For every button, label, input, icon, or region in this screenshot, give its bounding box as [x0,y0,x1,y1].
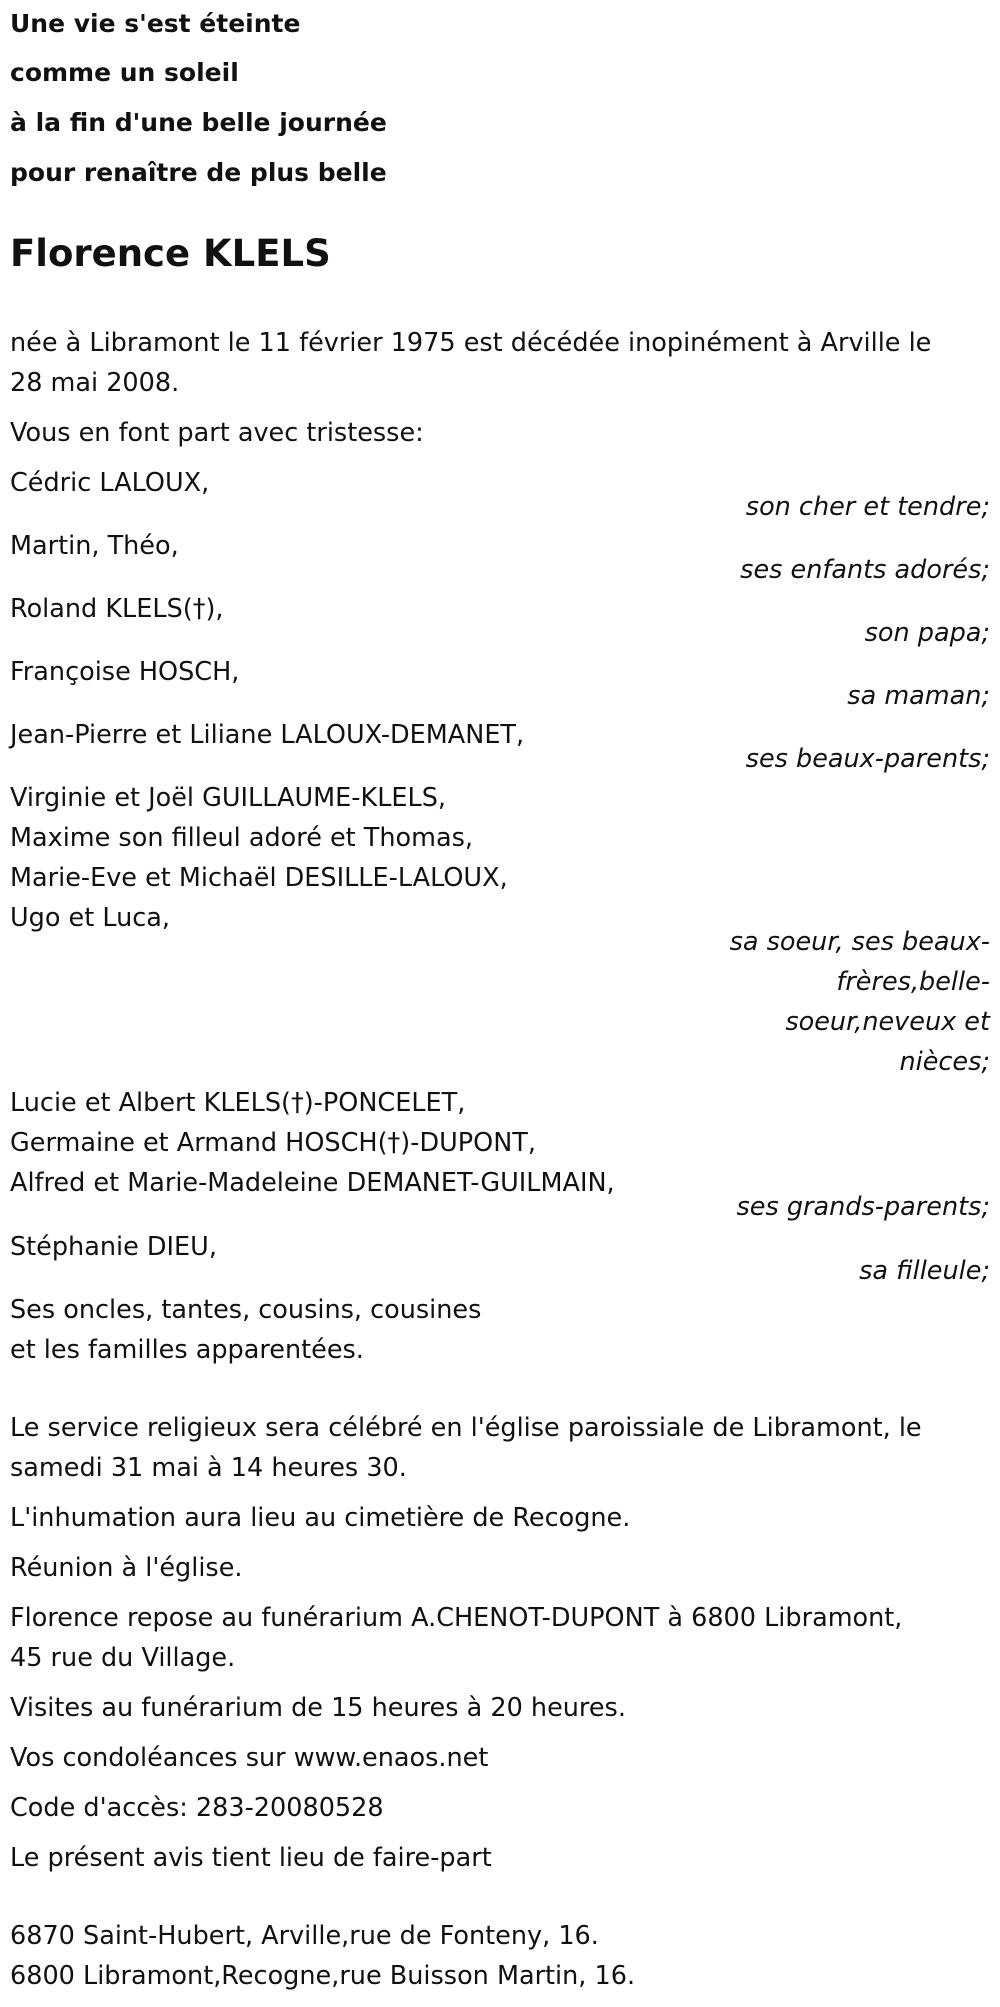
repose-text: Florence repose au funérarium A.CHENOT-DUPONT à 6800 Libramont, [10,1603,903,1633]
family-name: Françoise HOSCH, [10,657,240,687]
service-text-cont: samedi 31 mai à 14 heures 30. [10,1453,407,1483]
birth-death-text: née à Libramont le 11 février 1975 est décédée inopinément à Arville le [10,328,932,358]
family-relation: ses grands-parents; [736,1192,990,1222]
family-name: Virginie et Joël GUILLAUME-KLELS, [10,783,447,813]
family-name: Martin, Théo, [10,531,179,561]
family-name: et les familles apparentées. [10,1335,364,1365]
family-relation: sa filleule; [859,1256,990,1286]
poem-line-2: comme un soleil [10,58,239,87]
meeting-text: Réunion à l'église. [10,1553,243,1583]
birth-death-text-cont: 28 mai 2008. [10,368,180,398]
family-name: Ugo et Luca, [10,903,171,933]
family-name: Roland KLELS(†), [10,594,224,624]
announcement-intro: Vous en font part avec tristesse: [10,418,424,448]
service-text: Le service religieux sera célébré en l'église paroissiale de Libramont, le [10,1413,922,1443]
family-relation: ses enfants adorés; [740,555,990,585]
family-name: Cédric LALOUX, [10,468,210,498]
family-name: Germaine et Armand HOSCH(†)-DUPONT, [10,1128,536,1158]
notice-text: Le présent avis tient lieu de faire-part [10,1843,492,1873]
family-relation: son papa; [864,618,990,648]
visits-text: Visites au funérarium de 15 heures à 20 heures. [10,1693,626,1723]
condolences-text: Vos condoléances sur www.enaos.net [10,1743,489,1773]
poem-line-3: à la fin d'une belle journée [10,108,387,137]
address-line: 6870 Saint-Hubert, Arville,rue de Fonteny, 16. [10,1921,599,1951]
address-line: 6800 Libramont,Recogne,rue Buisson Martin, 16. [10,1961,636,1991]
family-name: Maxime son filleul adoré et Thomas, [10,823,473,853]
poem-line-1: Une vie s'est éteinte [10,9,301,38]
family-name: Ses oncles, tantes, cousins, cousines [10,1295,482,1325]
family-relation: son cher et tendre; [745,492,990,522]
family-relation: frères,belle- [836,967,990,997]
family-name: Jean-Pierre et Liliane LALOUX-DEMANET, [10,720,525,750]
family-name: Lucie et Albert KLELS(†)-PONCELET, [10,1088,466,1118]
poem-line-4: pour renaître de plus belle [10,158,387,187]
deceased-name: Florence KLELS [10,232,331,275]
burial-text: L'inhumation aura lieu au cimetière de Recogne. [10,1503,631,1533]
family-relation: sa soeur, ses beaux- [729,927,990,957]
family-relation: nièces; [899,1047,990,1077]
family-relation: soeur,neveux et [785,1007,990,1037]
family-name: Alfred et Marie-Madeleine DEMANET-GUILMAIN, [10,1168,615,1198]
family-name: Marie-Eve et Michaël DESILLE-LALOUX, [10,863,508,893]
family-name: Stéphanie DIEU, [10,1232,217,1262]
family-relation: sa maman; [847,681,990,711]
access-code-text: Code d'accès: 283-20080528 [10,1793,384,1823]
family-relation: ses beaux-parents; [745,744,990,774]
repose-text-cont: 45 rue du Village. [10,1643,236,1673]
